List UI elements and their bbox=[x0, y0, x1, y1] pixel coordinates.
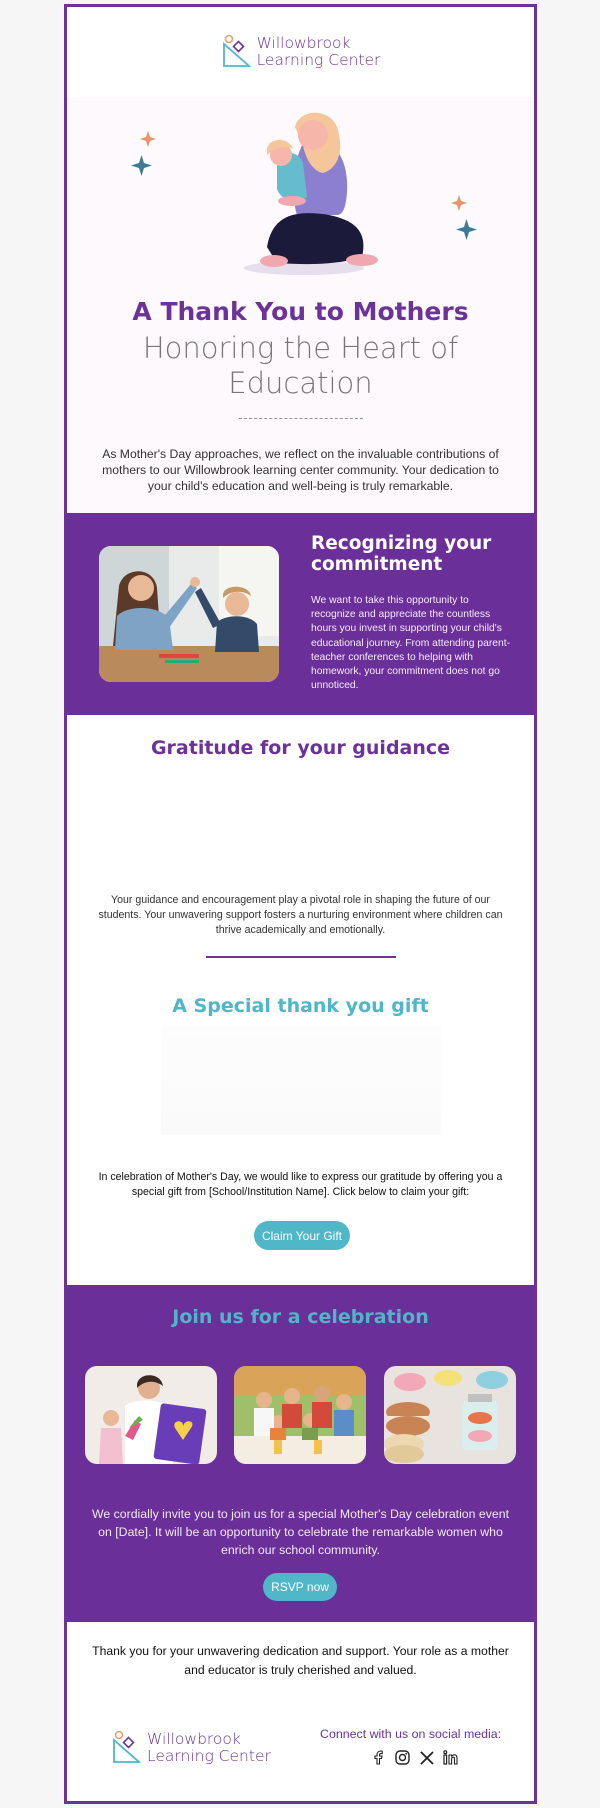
divider bbox=[239, 418, 363, 419]
section-divider bbox=[206, 956, 396, 958]
celebration-section bbox=[67, 1285, 534, 1622]
macarons-photo bbox=[384, 1366, 516, 1464]
logo-icon bbox=[111, 1730, 143, 1766]
brand-name-line2: Learning Center bbox=[147, 1747, 271, 1765]
linkedin-icon[interactable] bbox=[443, 1750, 458, 1765]
rsvp-button[interactable]: RSVP now bbox=[263, 1573, 337, 1601]
gift-text: In celebration of Mother's Day, we would like to express our gratitude by offering you a special gift from [School/Institution Name]. Click below to claim your gift: bbox=[98, 1171, 503, 1198]
footer-thanks-text: Thank you for your unwavering dedication and support. Your role as a mother and educator is truly cherished and valued. bbox=[92, 1644, 509, 1677]
gift-image-placeholder bbox=[161, 1025, 441, 1135]
gift-title: A Special thank you gift bbox=[172, 995, 429, 1017]
brand-name-line1: Willowbrook bbox=[147, 1730, 241, 1748]
email-frame bbox=[64, 4, 537, 1804]
gratitude-title: Gratitude for your guidance bbox=[150, 737, 451, 759]
hero-section bbox=[67, 97, 534, 513]
brand-name-line2: Learning Center bbox=[256, 51, 381, 69]
recognition-text: We want to take this opportunity to recognize and appreciate the countless hours you invest in supporting your child's educational journey. From attending parent-teacher conferences to helping with homework, your commitment does not go unnoticed. bbox=[311, 595, 510, 692]
mother-high-five-photo bbox=[99, 546, 279, 682]
hero-subtitle bbox=[67, 331, 534, 401]
footer-brand-logo[interactable] bbox=[111, 1730, 271, 1766]
hero-subtitle-line2: Education bbox=[228, 366, 373, 400]
gratitude-text: Your guidance and encouragement play a pivotal role in shaping the future of our students. Your unwavering support fosters a nurturing environment where children can thrive academically and emotionally. bbox=[98, 894, 503, 936]
brand-logo[interactable] bbox=[221, 34, 381, 70]
hero-subtitle-line1: Honoring the Heart of bbox=[142, 331, 459, 365]
connect-label: Connect with us on social media: bbox=[320, 1727, 502, 1741]
gratitude-section bbox=[67, 715, 534, 1285]
brand-name-line1: Willowbrook bbox=[256, 34, 351, 52]
celebration-text: We cordially invite you to join us for a special Mother's Day celebration event on [Date]. It will be an opportunity to celebrate the remarkable women who enrich our school community. bbox=[91, 1507, 509, 1557]
mother-gift-photo bbox=[85, 1366, 217, 1464]
recognition-section bbox=[67, 513, 534, 715]
email-footer bbox=[67, 1622, 534, 1804]
recognition-title: Recognizing your commitment bbox=[311, 533, 492, 575]
mother-child-illustration bbox=[67, 97, 534, 277]
logo-icon bbox=[221, 34, 253, 70]
x-icon[interactable] bbox=[419, 1750, 434, 1765]
instagram-icon[interactable] bbox=[395, 1750, 410, 1765]
hero-title: A Thank You to Mothers bbox=[132, 297, 469, 326]
hero-intro-text: As Mother's Day approaches, we reflect on the invaluable contributions of mothers to our Willowbrook learning center community. Your dedication to your child's education and well-being is truly remarkable. bbox=[102, 447, 499, 493]
facebook-icon[interactable] bbox=[371, 1750, 386, 1765]
claim-gift-button[interactable]: Claim Your Gift bbox=[254, 1221, 350, 1250]
social-links bbox=[371, 1750, 458, 1765]
celebration-title: Join us for a celebration bbox=[172, 1306, 429, 1328]
email-header bbox=[67, 7, 534, 97]
family-gathering-photo bbox=[234, 1366, 366, 1464]
